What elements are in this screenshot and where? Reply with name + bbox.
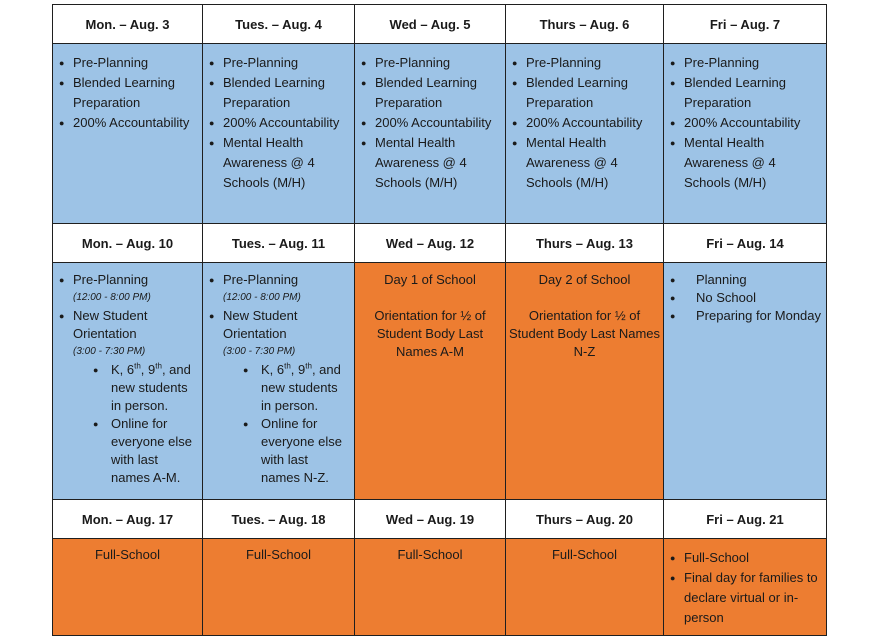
task-item: ● Pre-Planning bbox=[361, 53, 501, 73]
task-item: ● 200% Accountability bbox=[670, 113, 822, 133]
task-item: ● Blended Learning Preparation bbox=[512, 73, 659, 113]
task-item: ● Pre-Planning bbox=[512, 53, 659, 73]
day-header: Wed – Aug. 5 bbox=[355, 5, 506, 44]
day-header: Thurs – Aug. 20 bbox=[506, 500, 664, 539]
week3-body-row bbox=[53, 539, 827, 636]
task-item: ● Full-School bbox=[670, 548, 822, 568]
day-header: Mon. – Aug. 10 bbox=[53, 224, 203, 263]
task-item: ● Mental Health Awareness @ 4 Schools (M/H) bbox=[670, 133, 822, 193]
day-cell bbox=[664, 263, 827, 500]
day-header: Mon. – Aug. 17 bbox=[53, 500, 203, 539]
task-item: ● Blended Learning Preparation bbox=[361, 73, 501, 113]
day-cell bbox=[203, 263, 355, 500]
task-list bbox=[506, 44, 663, 193]
day-title: Full-School bbox=[551, 547, 618, 562]
week1-header-row bbox=[53, 5, 827, 44]
day-cell bbox=[203, 539, 355, 636]
day-title: Day 1 of School bbox=[384, 272, 476, 287]
task-item: ● Mental Health Awareness @ 4 Schools (M/H) bbox=[512, 133, 659, 193]
task-list bbox=[664, 539, 826, 628]
day-header: Thurs – Aug. 6 bbox=[506, 5, 664, 44]
task-item: ● Planning bbox=[670, 271, 822, 289]
task-item: ● Mental Health Awareness @ 4 Schools (M/H) bbox=[361, 133, 501, 193]
task-item: ● Final day for families to declare virtual or in-person bbox=[670, 568, 822, 628]
task-item bbox=[59, 271, 198, 307]
task-list bbox=[664, 44, 826, 193]
day-header: Fri – Aug. 7 bbox=[664, 5, 827, 44]
week3-header-row bbox=[53, 500, 827, 539]
day-summary bbox=[355, 263, 505, 361]
sub-item: ● Online for everyone else with last names A-M. bbox=[93, 415, 198, 487]
day-cell bbox=[506, 44, 664, 224]
day-cell bbox=[506, 539, 664, 636]
day-header: Tues. – Aug. 4 bbox=[203, 5, 355, 44]
task-item: ● 200% Accountability bbox=[512, 113, 659, 133]
day-header: Tues. – Aug. 11 bbox=[203, 224, 355, 263]
task-list bbox=[664, 263, 826, 325]
day-cell bbox=[203, 44, 355, 224]
day-cell bbox=[355, 44, 506, 224]
day-title: Full-School bbox=[94, 547, 161, 562]
day-header: Mon. – Aug. 3 bbox=[53, 5, 203, 44]
day-note: Orientation for ½ of Student Body Last Names A-M bbox=[374, 308, 486, 359]
day-header: Tues. – Aug. 18 bbox=[203, 500, 355, 539]
sub-list bbox=[223, 361, 350, 487]
task-item: ● Pre-Planning bbox=[59, 53, 198, 73]
task-item: ● 200% Accountability bbox=[209, 113, 350, 133]
day-header: Thurs – Aug. 13 bbox=[506, 224, 664, 263]
task-text: New Student Orientation bbox=[223, 308, 298, 341]
time-range: (3:00 - 7:30 PM) bbox=[73, 346, 146, 357]
schedule-table bbox=[52, 4, 827, 636]
task-item: ● Pre-Planning bbox=[670, 53, 822, 73]
day-summary bbox=[506, 263, 663, 361]
day-cell bbox=[53, 263, 203, 500]
task-item: ● Preparing for Monday bbox=[670, 307, 822, 325]
task-item: ● 200% Accountability bbox=[59, 113, 198, 133]
day-header: Fri – Aug. 14 bbox=[664, 224, 827, 263]
sub-list bbox=[73, 361, 198, 487]
task-item: ● Mental Health Awareness @ 4 Schools (M/H) bbox=[209, 133, 350, 193]
task-item: ● Blended Learning Preparation bbox=[209, 73, 350, 113]
task-text: New Student Orientation bbox=[73, 308, 148, 341]
week2-body-row bbox=[53, 263, 827, 500]
task-text: Pre-Planning bbox=[73, 272, 149, 287]
task-item: ● Blended Learning Preparation bbox=[670, 73, 822, 113]
task-list bbox=[53, 263, 202, 487]
day-title: Full-School bbox=[245, 547, 312, 562]
day-cell bbox=[664, 44, 827, 224]
week2-header-row bbox=[53, 224, 827, 263]
task-item: ● Blended Learning Preparation bbox=[59, 73, 198, 113]
day-title: Full-School bbox=[397, 547, 463, 562]
task-list bbox=[355, 44, 505, 193]
task-item bbox=[209, 307, 350, 487]
day-cell bbox=[506, 263, 664, 500]
task-list bbox=[53, 44, 202, 133]
day-title: Day 2 of School bbox=[538, 272, 631, 287]
sub-item: ● K, 6th, 9th, and new students in person. bbox=[93, 361, 198, 415]
day-header: Wed – Aug. 19 bbox=[355, 500, 506, 539]
day-cell bbox=[53, 44, 203, 224]
task-item: ● Pre-Planning bbox=[209, 53, 350, 73]
time-range: (3:00 - 7:30 PM) bbox=[223, 346, 296, 357]
task-text: Pre-Planning bbox=[223, 272, 299, 287]
task-item bbox=[59, 307, 198, 487]
task-list bbox=[203, 44, 354, 193]
sub-item: ● K, 6th, 9th, and new students in person. bbox=[243, 361, 350, 415]
task-item: ● 200% Accountability bbox=[361, 113, 501, 133]
day-note: Orientation for ½ of Student Body Last Names N-Z bbox=[508, 308, 661, 359]
day-cell bbox=[355, 539, 506, 636]
day-cell bbox=[355, 263, 506, 500]
sub-item: ● Online for everyone else with last names N-Z. bbox=[243, 415, 350, 487]
day-header: Wed – Aug. 12 bbox=[355, 224, 506, 263]
day-cell bbox=[664, 539, 827, 636]
day-cell bbox=[53, 539, 203, 636]
time-range: (12:00 - 8:00 PM) bbox=[223, 292, 301, 303]
task-list bbox=[203, 263, 354, 487]
time-range: (12:00 - 8:00 PM) bbox=[73, 292, 151, 303]
day-header: Fri – Aug. 21 bbox=[664, 500, 827, 539]
week1-body-row bbox=[53, 44, 827, 224]
task-item: ● No School bbox=[670, 289, 822, 307]
task-item bbox=[209, 271, 350, 307]
